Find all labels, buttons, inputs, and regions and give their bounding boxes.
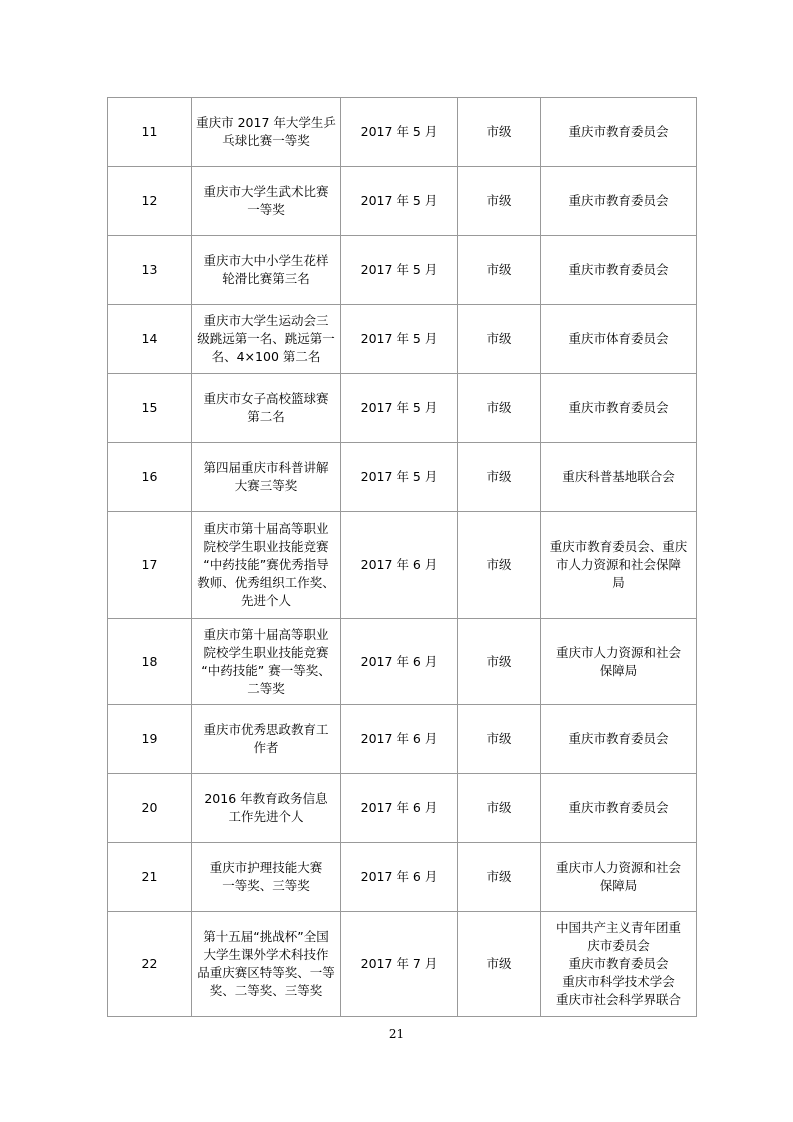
- award-date: 2017 年 5 月: [341, 98, 458, 167]
- award-level: 市级: [458, 512, 541, 619]
- table-row: [108, 512, 697, 619]
- table-row: [108, 843, 697, 912]
- award-level: 市级: [458, 774, 541, 843]
- award-date: 2017 年 6 月: [341, 843, 458, 912]
- award-level: 市级: [458, 167, 541, 236]
- table-row: [108, 167, 697, 236]
- award-organization: 重庆市教育委员会: [541, 705, 697, 774]
- award-date: 2017 年 5 月: [341, 236, 458, 305]
- row-number: 21: [108, 843, 192, 912]
- award-level: 市级: [458, 98, 541, 167]
- award-level: 市级: [458, 619, 541, 705]
- award-name: 重庆市第十届高等职业 院校学生职业技能竞赛 “中药技能” 赛一等奖、 二等奖: [192, 619, 341, 705]
- award-name: 重庆市大中小学生花样 轮滑比赛第三名: [192, 236, 341, 305]
- award-level: 市级: [458, 305, 541, 374]
- table-row: [108, 443, 697, 512]
- award-organization: 重庆科普基地联合会: [541, 443, 697, 512]
- award-date: 2017 年 6 月: [341, 512, 458, 619]
- row-number: 20: [108, 774, 192, 843]
- row-number: 11: [108, 98, 192, 167]
- award-date: 2017 年 5 月: [341, 167, 458, 236]
- table-row: [108, 619, 697, 705]
- award-level: 市级: [458, 374, 541, 443]
- award-organization: 中国共产主义青年团重 庆市委员会 重庆市教育委员会 重庆市科学技术学会 重庆市社会科学界联合: [541, 912, 697, 1017]
- award-organization: 重庆市教育委员会: [541, 98, 697, 167]
- row-number: 18: [108, 619, 192, 705]
- award-level: 市级: [458, 236, 541, 305]
- award-name: 重庆市第十届高等职业 院校学生职业技能竞赛 “中药技能”赛优秀指导 教师、优秀组织工作奖、 先进个人: [192, 512, 341, 619]
- award-name: 2016 年教育政务信息 工作先进个人: [192, 774, 341, 843]
- award-date: 2017 年 6 月: [341, 705, 458, 774]
- award-organization: 重庆市教育委员会: [541, 236, 697, 305]
- table-row: [108, 705, 697, 774]
- award-date: 2017 年 6 月: [341, 774, 458, 843]
- award-name: 重庆市优秀思政教育工 作者: [192, 705, 341, 774]
- award-date: 2017 年 5 月: [341, 305, 458, 374]
- row-number: 16: [108, 443, 192, 512]
- award-date: 2017 年 6 月: [341, 619, 458, 705]
- award-date: 2017 年 5 月: [341, 443, 458, 512]
- award-organization: 重庆市教育委员会、重庆 市人力资源和社会保障 局: [541, 512, 697, 619]
- table-row: [108, 774, 697, 843]
- award-name: 重庆市大学生运动会三 级跳远第一名、跳远第一 名、4×100 第二名: [192, 305, 341, 374]
- award-organization: 重庆市教育委员会: [541, 774, 697, 843]
- award-date: 2017 年 7 月: [341, 912, 458, 1017]
- award-level: 市级: [458, 843, 541, 912]
- awards-table: [107, 97, 697, 1017]
- award-name: 重庆市大学生武术比赛 一等奖: [192, 167, 341, 236]
- award-level: 市级: [458, 443, 541, 512]
- award-name: 重庆市护理技能大赛 一等奖、三等奖: [192, 843, 341, 912]
- award-name: 重庆市 2017 年大学生乒 乓球比赛一等奖: [192, 98, 341, 167]
- row-number: 12: [108, 167, 192, 236]
- table-row: [108, 98, 697, 167]
- award-organization: 重庆市人力资源和社会 保障局: [541, 843, 697, 912]
- award-level: 市级: [458, 912, 541, 1017]
- row-number: 13: [108, 236, 192, 305]
- award-date: 2017 年 5 月: [341, 374, 458, 443]
- award-level: 市级: [458, 705, 541, 774]
- row-number: 17: [108, 512, 192, 619]
- table-row: [108, 912, 697, 1017]
- row-number: 15: [108, 374, 192, 443]
- row-number: 22: [108, 912, 192, 1017]
- award-organization: 重庆市体育委员会: [541, 305, 697, 374]
- table-row: [108, 236, 697, 305]
- award-organization: 重庆市教育委员会: [541, 167, 697, 236]
- award-organization: 重庆市人力资源和社会 保障局: [541, 619, 697, 705]
- table-row: [108, 374, 697, 443]
- row-number: 19: [108, 705, 192, 774]
- page-number: 21: [388, 1027, 405, 1041]
- table-row: [108, 305, 697, 374]
- award-organization: 重庆市教育委员会: [541, 374, 697, 443]
- award-name: 第四届重庆市科普讲解 大赛三等奖: [192, 443, 341, 512]
- award-name: 第十五届“挑战杯”全国 大学生课外学术科技作 品重庆赛区特等奖、一等 奖、二等奖、三等奖: [192, 912, 341, 1017]
- row-number: 14: [108, 305, 192, 374]
- award-name: 重庆市女子高校篮球赛 第二名: [192, 374, 341, 443]
